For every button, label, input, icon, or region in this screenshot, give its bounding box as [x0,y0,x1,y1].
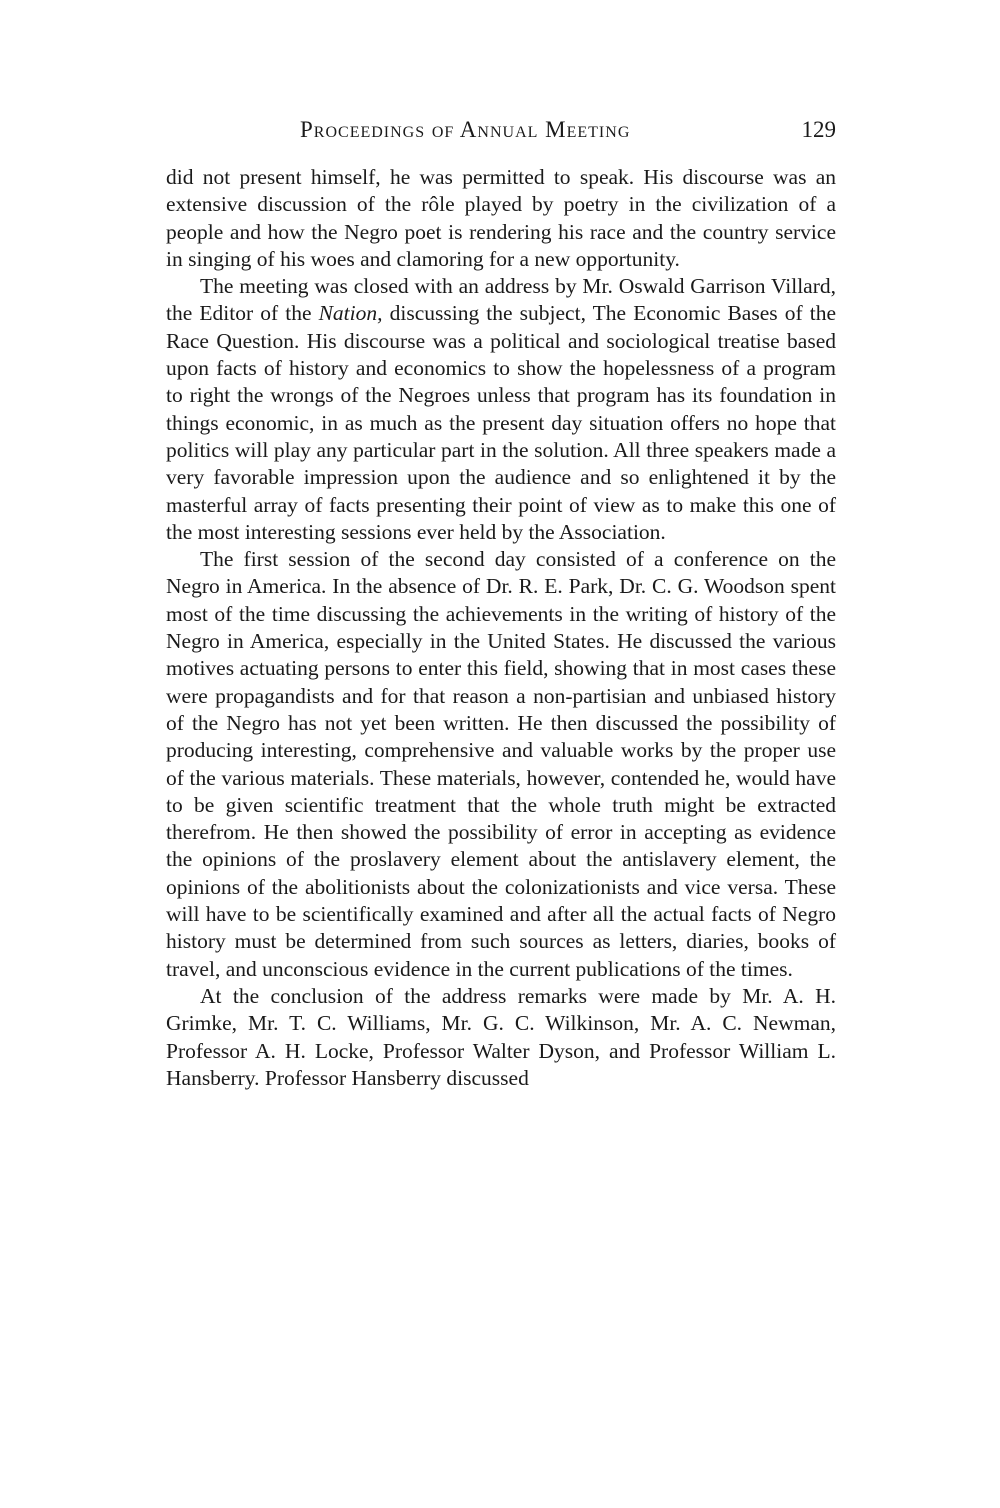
running-head [166,112,836,148]
page-number: 129 [801,117,836,142]
paragraph-3: The first session of the second day consisted of a conference on the Negro in America. In the absence of Dr. R. E. Park, Dr. C. G. Woodson spent most of the time discussing the achievements in the writing of history of the Negro in America, especially in the United States. He discussed the various motives actuating persons to enter this field, showing that in most cases these were propagandists and for that reason a non-partisian and unbiased history of the Negro has not yet been written. He then discussed the possibility of producing interesting, comprehensive and valuable works by the proper use of the various materials. These materials, however, contended he, would have to be given scientific treatment that the whole truth might be extracted therefrom. He then showed the possibility of error in accepting as evidence the opinions of the proslavery element about the antislavery element, the opinions of the abolitionists about the colonizationists and vice versa. These will have to be scientifically examined and after all the actual facts of Negro history must be determined from such sources as letters, diaries, books of travel, and unconscious evidence in the current publications of the times. [166,547,836,981]
nation-title-italic: Nation, [318,301,383,326]
paragraph-2-text-start: The meeting was closed with an address by Mr. Oswald Garrison Villard, the Editor of the [166,274,836,326]
paragraph-2-text-end: discussing the subject, The Economic Bases of the Race Question. His discourse was a political and sociological treatise based upon facts of history and economics to show the hopelessness of a program to right the wrongs of the Negroes unless that program has its foundation in things economic, in as much as the present day situation offers no hope that politics will play any particular part in the solution. All three speakers made a very favorable impression upon the audience and so enlightened it by the masterful array of facts presenting their point of view as to make this one of the most interesting sessions ever held by the Association. [166,301,836,544]
paragraph-4: At the conclusion of the address remarks were made by Mr. A. H. Grimke, Mr. T. C. Williams, Mr. G. C. Wilkinson, Mr. A. C. Newman, Professor A. H. Locke, Professor Walter Dyson, and Professor William L. Hansberry. Professor Hansberry discussed [166,983,836,1090]
paragraph-2 [166,273,836,546]
running-title: Proceedings of Annual Meeting [300,117,631,142]
body-text [166,164,836,1092]
paragraph-1: did not present himself, he was permitted to speak. His discourse was an extensive discussion of the rôle played by poetry in the civilization of a people and how the Negro poet is rendering his race and the country service in singing of his woes and clamoring for a new opportunity. [166,165,836,271]
